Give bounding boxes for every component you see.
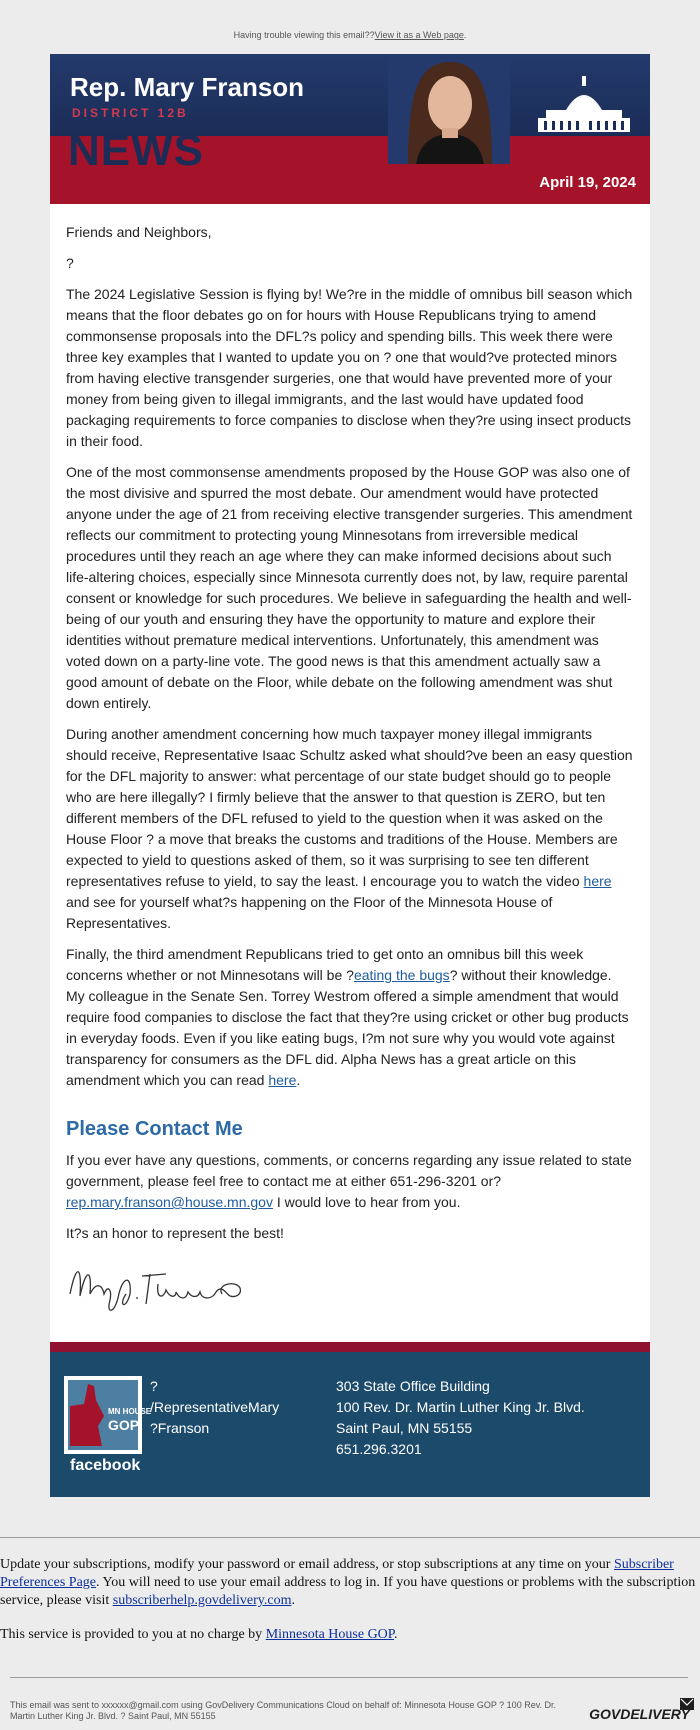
facebook-handle-line: ?Franson [150,1420,210,1436]
newsletter-card [50,54,650,1497]
subscription-text: Update your subscriptions, modify your password or email address, or stop subscriptions at any time on your [0,1557,614,1572]
newsletter-banner [50,54,650,204]
news-wordmark: NEWS [68,126,204,175]
email-link[interactable]: rep.mary.franson@house.mn.gov [66,1194,273,1210]
view-online-notice: Having trouble viewing this email??View it as a Web page. [233,30,467,40]
portrait-image [388,54,510,164]
sender-fine-print: This email was sent to xxxxxx@gmail.com using GovDelivery Communications Cloud on behalf of: Minnesota House GOP ? 100 Rev. Dr. Martin Luther King Jr. Blvd. ? Saint Paul, MN 55155 [10,1700,557,1721]
subscription-paragraph [0,1556,700,1610]
svg-text:GOP: GOP [108,1417,140,1433]
newsletter-body [50,204,650,1330]
closing-line: It?s an honor to represent the best! [66,1225,284,1241]
paragraph-text: I would love to hear from you. [272,1194,461,1210]
spacer-text: ? [66,255,74,271]
office-address [336,1376,585,1460]
view-web-page-link[interactable]: View it as a Web page [374,30,464,40]
divider [10,1677,688,1678]
paragraph-text: and see for yourself what?s happening on the Floor of the Minnesota House of Representatives. [66,894,553,931]
subscriber-help-link[interactable]: subscriberhelp.govdelivery.com [112,1593,292,1608]
paragraph-text: If you ever have any questions, comments, or concerns regarding any issue related to state government, please feel free to contact me at either 651-296-3201 or? [66,1152,632,1189]
paragraph-text: ? without their knowledge. My colleague in the Senate Sen. Torrey Westrom offered a simple amendment that would require food companies to disclose the fact that they?re using cricket or other bug products in everyday foods. Even if you like eating bugs, I?m not sure why you would vote against transparency for consumers as the DFL did. Alpha News has a great article on this amendment which you can read [66,967,629,1088]
paragraph-text: . [296,1072,301,1088]
capitol-icon [536,74,632,136]
signature-image [66,1254,266,1324]
greeting: Friends and Neighbors, [66,224,212,240]
facebook-label[interactable]: facebook [70,1457,141,1474]
subscription-text: . You will need to use your email address to log in. If you have questions or problems with the subscription service, please visit [0,1575,696,1608]
eating-bugs-link[interactable]: eating the bugs [353,967,450,983]
facebook-handle-line: /RepresentativeMary [150,1399,280,1415]
facebook-handle[interactable] [150,1376,279,1439]
alpha-news-link[interactable]: here [268,1072,297,1088]
subscription-notice [0,1556,700,1660]
paragraph-transgender-amendment: One of the most commonsense amendments proposed by the House GOP was also one of the most divisive and spurred the most debate. Our amendment would have protected anyone under the age of 21 from receiving elective transgender surgeries. This amendment reflects our commitment to protecting young Minnesotans from irreversible medical procedures until they reach an age where they can make informed decisions about such life-altering choices, especially since Minnesota currently does not, by law, require parental consent or knowledge for such procedures. We believe in safeguarding the health and well-being of our youth and ensuring they have the opportunity to mature and explore their identities without premature medical interventions. Unfortunately, this amendment was voted down on a party-line vote. The good news is that this amendment actually saw a good amount of debate on the Floor, while debate on the following amendment was shut down entirely. [66,464,633,711]
address-line: Saint Paul, MN 55155 [336,1420,473,1436]
phone-number: 651.296.3201 [336,1441,422,1457]
paragraph-intro: The 2024 Legislative Session is flying by! We?re in the middle of omnibus bill season which means that the floor debates go on for hours with House Republicans trying to amend commonsense proposals into the DFL?s policy and spending bills. This week there were three key examples that I wanted to update you on ? one that would?ve protected minors from having elective transgender surgeries, one that would have prevented more of your money from being given to illegal immigrants, and the last would have updated food packaging requirements to force companies to disclose when they?re using insect products in their food. [66,286,633,449]
paragraph-immigrant-amendment [66,724,634,934]
facebook-handle-line: ? [150,1378,158,1394]
service-text: This service is provided to you at no charge by [0,1627,266,1642]
trouble-viewing-text: Having trouble viewing this email?? [233,30,375,40]
district-label: DISTRICT 12B [72,106,189,120]
paragraph-bugs-amendment [66,944,634,1091]
service-text: . [394,1627,398,1642]
representative-name: Rep. Mary Franson [70,72,305,102]
issue-date: April 19, 2024 [539,174,636,191]
minnesota-house-gop-link[interactable]: Minnesota House GOP [265,1627,395,1642]
govdelivery-wordmark: GOVDELIVERY [589,1706,690,1722]
contact-paragraph [66,1150,634,1213]
svg-text:MN HOUSE: MN HOUSE [108,1407,152,1416]
paragraph-text: Finally, the third amendment Republicans tried to get onto an omnibus bill this week concerns whether or not Minnesotans will be ? [66,946,584,983]
contact-heading: Please Contact Me [66,1118,243,1140]
paragraph-text: During another amendment concerning how much taxpayer money illegal immigrants should receive, Representative Isaac Schultz asked what should?ve been an easy question for the DFL majority to answer: what percentage of our state budget should go to people who are here illegally? I firmly believe that the answer to that question is ZERO, but ten different members of the DFL refused to yield to the question when it was asked on the House Floor ? a move that breaks the customs and traditions of the House. Members are expected to yield to questions asked of them, so it was surprising to see ten different representatives refuse to yield, to say the least. I encourage you to watch the video [66,726,633,889]
divider [0,1537,700,1538]
address-line: 100 Rev. Dr. Martin Luther King Jr. Blvd. [336,1399,585,1415]
newsletter-footer [50,1342,650,1497]
service-paragraph [0,1626,700,1644]
subscription-text: . [291,1593,295,1608]
govdelivery-logo[interactable] [589,1698,694,1728]
video-link[interactable]: here [583,873,612,889]
subscriber-preferences-link[interactable]: Subscriber Preferences Page [0,1557,674,1590]
mn-house-gop-logo[interactable] [64,1376,152,1454]
address-line: 303 State Office Building [336,1378,490,1394]
